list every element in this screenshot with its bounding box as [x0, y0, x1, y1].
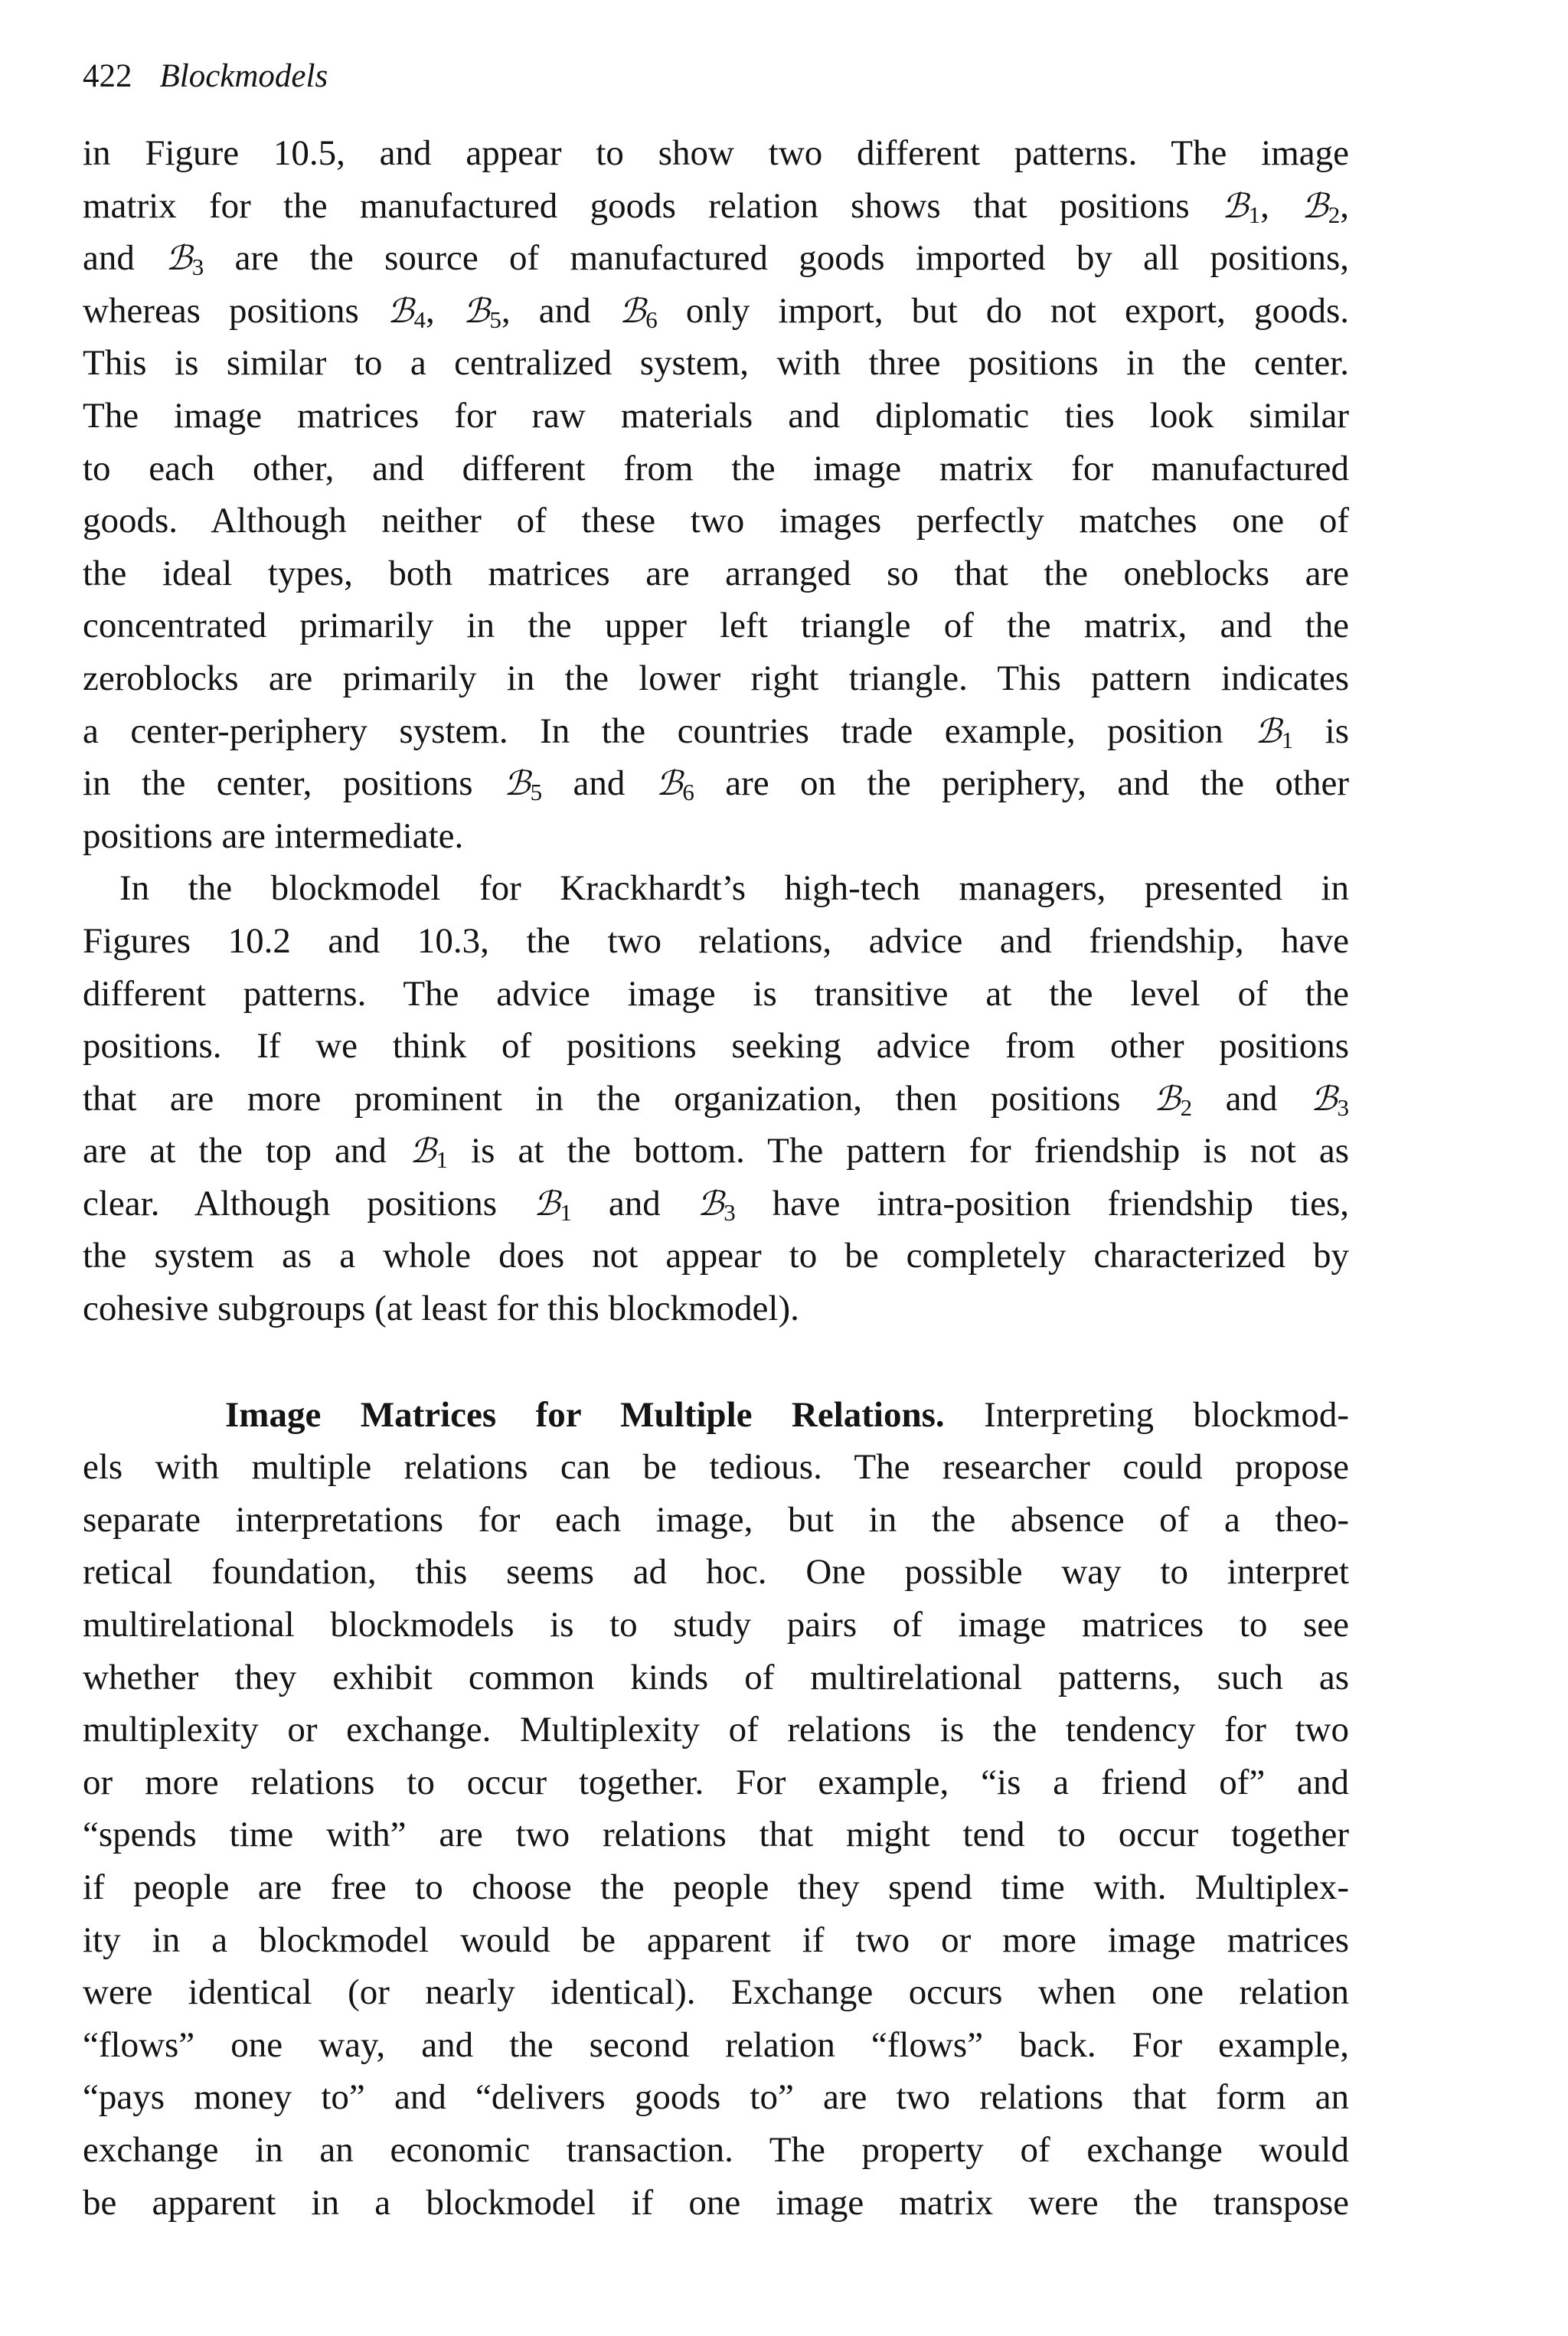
- page-number: 422: [83, 58, 132, 94]
- text-line: different patterns. The advice image is transitive at the level of the: [83, 973, 1349, 1014]
- position-symbol: ℬ: [655, 764, 683, 804]
- text-line: whereas positions ℬ$_4$, ℬ$_5$, and ℬ$_6$ only import, but do not export, goods.: [83, 290, 1349, 333]
- position-symbol: ℬ: [1302, 186, 1328, 226]
- text-line: are at the top and ℬ$_1$ is at the bottom. The pattern for friendship is not as: [83, 1131, 1349, 1174]
- text-line: cohesive subgroups (at least for this blockmodel).: [83, 1289, 799, 1329]
- position-symbol: ℬ: [533, 1184, 560, 1224]
- text-line: “flows” one way, and the second relation “flows” back. For example,: [83, 2024, 1349, 2065]
- running-title: Blockmodels: [159, 58, 328, 94]
- text-line: els with multiple relations can be tedious. The researcher could propose: [83, 1447, 1349, 1488]
- position-symbol: ℬ: [503, 764, 531, 804]
- text-line: whether they exhibit common kinds of multirelational patterns, such as: [83, 1657, 1349, 1697]
- text-line: retical foundation, this seems ad hoc. One possible way to interpret: [83, 1552, 1349, 1593]
- text-line: or more relations to occur together. For example, “is a friend of” and: [83, 1762, 1349, 1802]
- position-symbol: ℬ: [462, 291, 490, 331]
- text-line: to each other, and different from the image matrix for manufactured: [83, 448, 1349, 488]
- position-symbol: ℬ: [1310, 1079, 1338, 1119]
- running-header: [83, 46, 328, 107]
- text-line: the ideal types, both matrices are arranged so that the oneblocks are: [83, 553, 1349, 593]
- text-line: multirelational blockmodels is to study pairs of image matrices to see: [83, 1605, 1349, 1645]
- text-line: a center-periphery system. In the countries trade example, position ℬ$_1$ is: [83, 711, 1349, 753]
- text-line: and ℬ$_3$ are the source of manufactured goods imported by all positions,: [83, 238, 1349, 281]
- paragraph-2: [83, 862, 1349, 1335]
- text-line: exchange in an economic transaction. The property of exchange would: [83, 2129, 1349, 2170]
- position-symbol: ℬ: [387, 291, 414, 331]
- text-line: were identical (or nearly identical). Exchange occurs when one relation: [83, 1972, 1349, 2013]
- text-line: This is similar to a centralized system, with three positions in the center.: [83, 343, 1349, 384]
- text-line: concentrated primarily in the upper left triangle of the matrix, and the: [83, 606, 1349, 646]
- position-symbol: ℬ: [1154, 1079, 1181, 1119]
- section-heading: Image Matrices for Multiple Relations.: [225, 1394, 945, 1435]
- body-text: [83, 127, 1349, 2229]
- text-line: separate interpretations for each image, but in the absence of a theo-: [83, 1499, 1349, 1540]
- text-line: positions are intermediate.: [83, 815, 464, 856]
- position-symbol: ℬ: [697, 1184, 724, 1224]
- text-line: the system as a whole does not appear to be completely characterized by: [83, 1236, 1349, 1276]
- text-line: The image matrices for raw materials and diplomatic ties look similar: [83, 395, 1349, 436]
- text-line: multiplexity or exchange. Multiplexity of relations is the tendency for two: [83, 1710, 1349, 1750]
- text-line: clear. Although positions ℬ$_1$ and ℬ$_3$ have intra-position friendship ties,: [83, 1183, 1349, 1226]
- text-line: in Figure 10.5, and appear to show two different patterns. The image: [83, 133, 1349, 173]
- section-gap: [83, 1335, 1349, 1389]
- text-line: Image Matrices for Multiple Relations. Interpreting blockmod-: [225, 1394, 1349, 1435]
- position-symbol: ℬ: [1221, 186, 1249, 226]
- text-line: ity in a blockmodel would be apparent if two or more image matrices: [83, 1919, 1349, 1960]
- text-line: “spends time with” are two relations that might tend to occur together: [83, 1815, 1349, 1855]
- position-symbol: ℬ: [409, 1132, 436, 1171]
- text-line: In the blockmodel for Krackhardt’s high-tech managers, presented in: [119, 868, 1349, 909]
- text-line: zeroblocks are primarily in the lower right triangle. This pattern indicates: [83, 658, 1349, 698]
- text-line: in the center, positions ℬ$_5$ and ℬ$_6$ are on the periphery, and the other: [83, 763, 1349, 806]
- text-line: goods. Although neither of these two images perfectly matches one of: [83, 501, 1349, 541]
- position-symbol: ℬ: [165, 239, 192, 279]
- text-line: be apparent in a blockmodel if one image matrix were the transpose: [83, 2182, 1349, 2223]
- text-line: that are more prominent in the organization, then positions ℬ$_2$ and ℬ$_3$: [83, 1078, 1349, 1121]
- position-symbol: ℬ: [1255, 711, 1282, 751]
- paragraph-1: [83, 127, 1349, 862]
- text-line: matrix for the manufactured goods relation shows that positions ℬ$_1$, ℬ$_2$,: [83, 185, 1349, 228]
- position-symbol: ℬ: [619, 291, 646, 331]
- text-line: Figures 10.2 and 10.3, the two relations, advice and friendship, have: [83, 920, 1349, 961]
- text-line: if people are free to choose the people they spend time with. Multiplex-: [83, 1867, 1349, 1907]
- text-line: “pays money to” and “delivers goods to” are two relations that form an: [83, 2077, 1349, 2118]
- text-line: positions. If we think of positions seeking advice from other positions: [83, 1026, 1349, 1067]
- paragraph-3: [83, 1389, 1349, 2230]
